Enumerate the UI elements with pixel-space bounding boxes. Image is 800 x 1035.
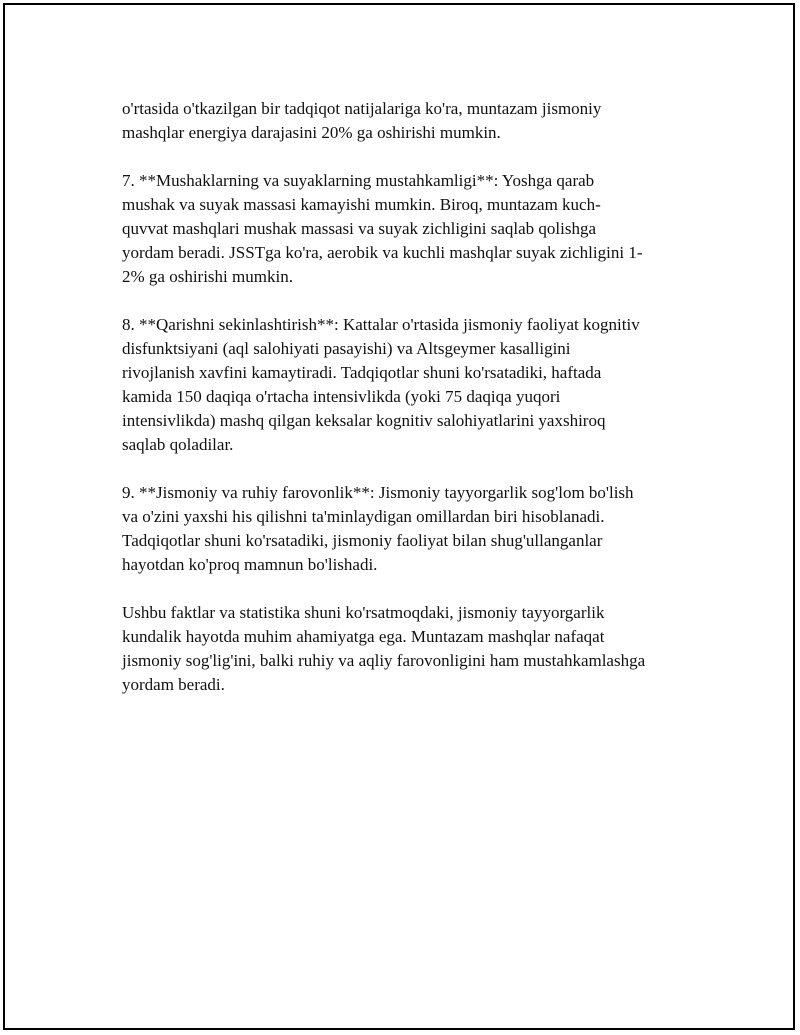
text-line: Tadqiqotlar shuni ko'rsatadiki, jismoniy faoliyat bilan shug'ullanganlar [122, 531, 603, 550]
document-page [3, 3, 795, 1030]
text-line: mushak va suyak massasi kamayishi mumkin. Biroq, muntazam kuch- [122, 195, 601, 214]
text-line: va o'zini yaxshi his qilishni ta'minlaydigan omillardan biri hisoblanadi. [122, 507, 605, 526]
text-line: 8. **Qarishni sekinlashtirish**: Kattalar o'rtasida jismoniy faoliyat kognitiv [122, 315, 640, 334]
text-line: o'rtasida o'tkazilgan bir tadqiqot natijalariga ko'ra, muntazam jismoniy [122, 99, 602, 118]
text-line: disfunktsiyani (aql salohiyati pasayishi) va Altsgeymer kasalligini [122, 339, 571, 358]
text-line: yordam beradi. JSSTga ko'ra, aerobik va kuchli mashqlar suyak zichligini 1- [122, 243, 643, 262]
text-line: jismoniy sog'lig'ini, balki ruhiy va aqliy farovonligini ham mustahkamlashga [122, 651, 646, 670]
text-line: mashqlar energiya darajasini 20% ga oshirishi mumkin. [122, 123, 501, 142]
paragraph-item-9 [122, 481, 702, 577]
text-line: quvvat mashqlari mushak massasi va suyak zichligini saqlab qolishga [122, 219, 597, 238]
paragraph-item-8 [122, 313, 702, 457]
text-line: yordam beradi. [122, 675, 225, 694]
text-line: intensivlikda) mashq qilgan keksalar kognitiv salohiyatlarini yaxshiroq [122, 411, 606, 430]
paragraph-conclusion [122, 601, 702, 697]
text-line: saqlab qoladilar. [122, 435, 234, 454]
text-line: 9. **Jismoniy va ruhiy farovonlik**: Jismoniy tayyorgarlik sog'lom bo'lish [122, 483, 634, 502]
text-line: kamida 150 daqiqa o'rtacha intensivlikda (yoki 75 daqiqa yuqori [122, 387, 561, 406]
paragraph-item-7 [122, 169, 702, 289]
text-line: Ushbu faktlar va statistika shuni ko'rsatmoqdaki, jismoniy tayyorgarlik [122, 603, 605, 622]
text-line: 2% ga oshirishi mumkin. [122, 267, 293, 286]
paragraph-intro-continuation [122, 97, 702, 145]
text-line: hayotdan ko'proq mamnun bo'lishadi. [122, 555, 378, 574]
text-line: kundalik hayotda muhim ahamiyatga ega. Muntazam mashqlar nafaqat [122, 627, 605, 646]
text-line: 7. **Mushaklarning va suyaklarning mustahkamligi**: Yoshga qarab [122, 171, 595, 190]
text-line: rivojlanish xavfini kamaytiradi. Tadqiqotlar shuni ko'rsatadiki, haftada [122, 363, 602, 382]
document-body [122, 97, 702, 721]
